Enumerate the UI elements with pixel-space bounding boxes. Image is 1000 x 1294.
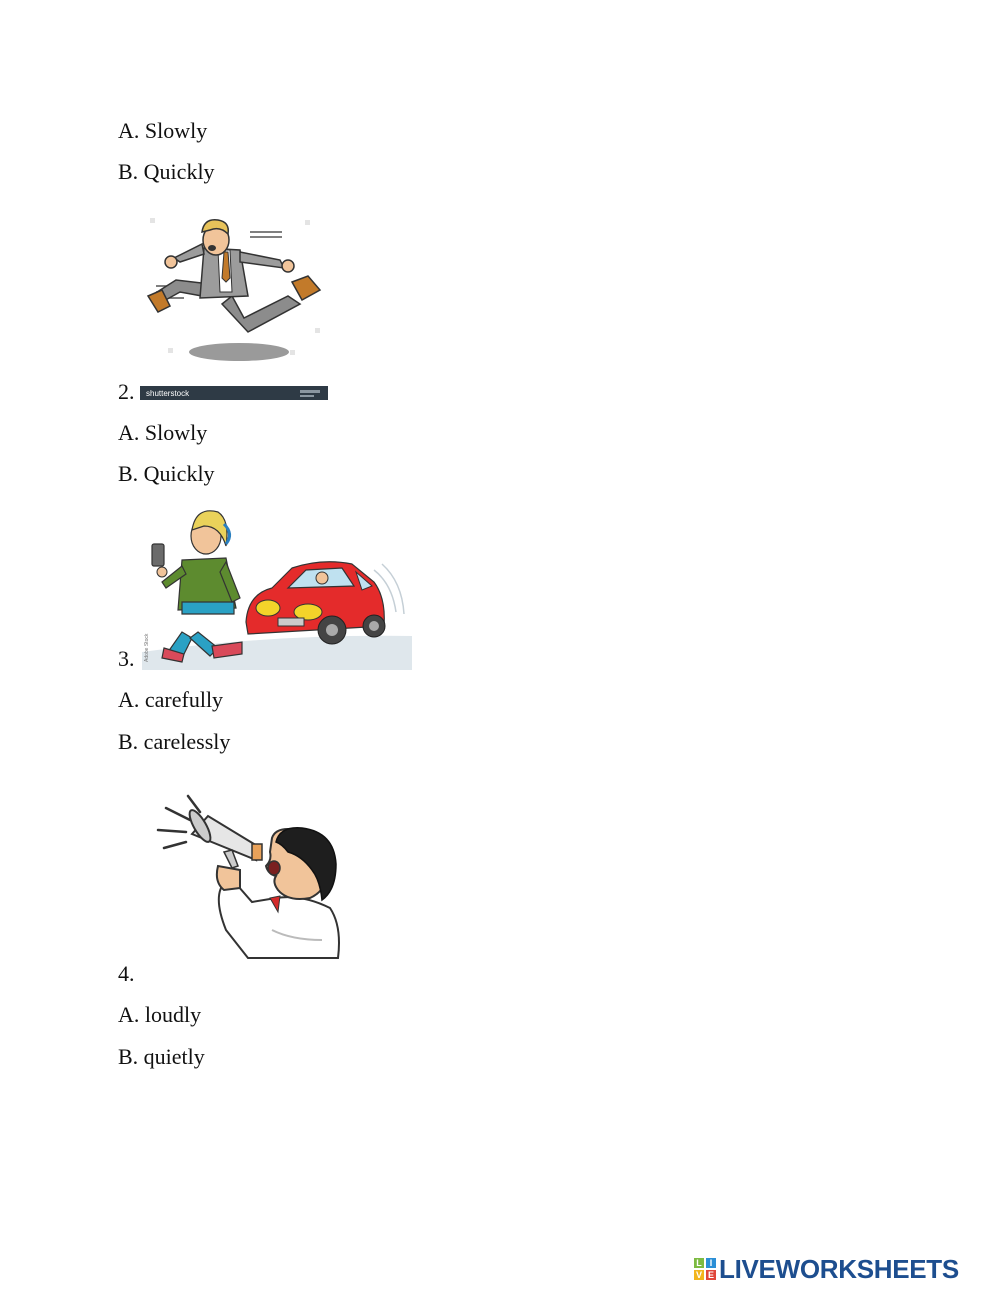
liveworksheets-wordmark: LIVEWORKSHEETS [719, 1254, 959, 1284]
logo-tile-i: I [706, 1258, 716, 1268]
item4-option-b[interactable]: B. quietly [118, 1044, 205, 1069]
item2-option-a[interactable]: A. Slowly [118, 420, 208, 445]
logo-tile-e: E [707, 1270, 714, 1280]
item2-option-b[interactable]: B. Quickly [118, 461, 215, 486]
shutterstock-watermark: shutterstock [146, 389, 190, 398]
item4-option-a[interactable]: A. loudly [118, 1002, 202, 1027]
item4-number: 4. [118, 961, 135, 986]
item2-number: 2. [118, 379, 135, 404]
walking-boy-and-car-image [142, 502, 412, 670]
man-with-megaphone-image [152, 790, 344, 960]
item1-option-a[interactable]: A. Slowly [118, 118, 208, 143]
item3-number: 3. [118, 646, 135, 671]
item3-option-b[interactable]: B. carelessly [118, 729, 231, 754]
svg-text:Adobe Stock: Adobe Stock [144, 633, 150, 662]
logo-tile-v: V [695, 1270, 702, 1280]
item1-option-b[interactable]: B. Quickly [118, 159, 215, 184]
liveworksheets-logo[interactable] [694, 1254, 959, 1284]
running-man-image [140, 200, 328, 400]
liveworksheets-logo-icon [694, 1258, 716, 1280]
item3-option-a[interactable]: A. carefully [118, 687, 224, 712]
logo-tile-l: L [694, 1258, 704, 1268]
